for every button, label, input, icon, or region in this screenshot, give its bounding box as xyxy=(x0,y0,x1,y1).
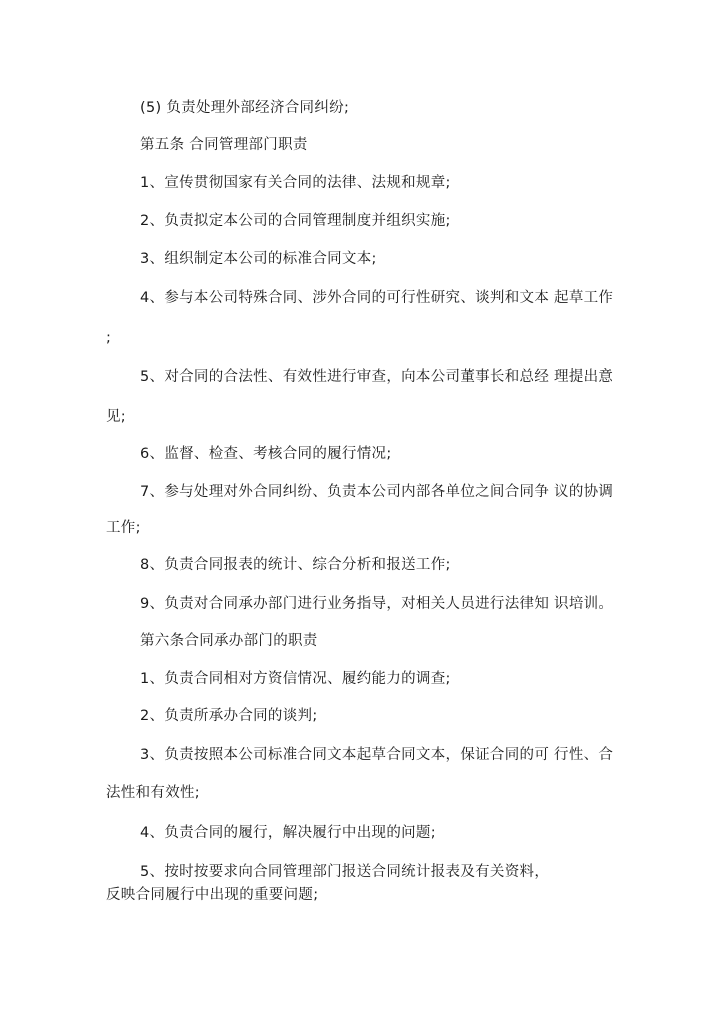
clause-line: 4、参与本公司特殊合同、涉外合同的可行性研究、谈判和文本 起草工作 xyxy=(140,290,614,306)
clause-continuation: 反映合同履行中出现的重要问题; xyxy=(106,887,319,903)
clause-line: 1、宣传贯彻国家有关合同的法律、法规和规章; xyxy=(140,175,451,191)
clause-continuation: ; xyxy=(106,330,112,346)
clause-line: 3、负责按照本公司标准合同文本起草合同文本，保证合同的可 行性、合 xyxy=(140,747,614,763)
clause-line: 5、对合同的合法性、有效性进行审查，向本公司董事长和总经 理提出意 xyxy=(140,369,614,385)
clause-line: 7、参与处理对外合同纠纷、负责本公司内部各单位之间合同争 议的协调 xyxy=(140,484,614,500)
clause-line: 2、负责所承办合同的谈判; xyxy=(140,708,318,724)
clause-continuation: 工作; xyxy=(106,520,141,536)
clause-line: 1、负责合同相对方资信情况、履约能力的调查; xyxy=(140,671,451,687)
article-heading: 第五条 合同管理部门职责 xyxy=(140,137,308,153)
clause-line: 3、组织制定本公司的标准合同文本; xyxy=(140,251,377,267)
clause-line: (5) 负责处理外部经济合同纠纷; xyxy=(140,100,350,116)
article-heading: 第六条合同承办部门的职责 xyxy=(140,633,318,649)
clause-line: 4、负责合同的履行，解决履行中出现的问题; xyxy=(140,825,436,841)
clause-line: 8、负责合同报表的统计、综合分析和报送工作; xyxy=(140,557,451,573)
clause-line: 5、按时按要求向合同管理部门报送合同统计报表及有关资料， xyxy=(140,864,550,880)
clause-line: 9、负责对合同承办部门进行业务指导，对相关人员进行法律知 识培训。 xyxy=(140,596,614,612)
clause-continuation: 法性和有效性; xyxy=(106,785,200,801)
clause-line: 6、监督、检查、考核合同的履行情况; xyxy=(140,446,392,462)
clause-line: 2、负责拟定本公司的合同管理制度并组织实施; xyxy=(140,213,451,229)
clause-continuation: 见; xyxy=(106,409,126,425)
